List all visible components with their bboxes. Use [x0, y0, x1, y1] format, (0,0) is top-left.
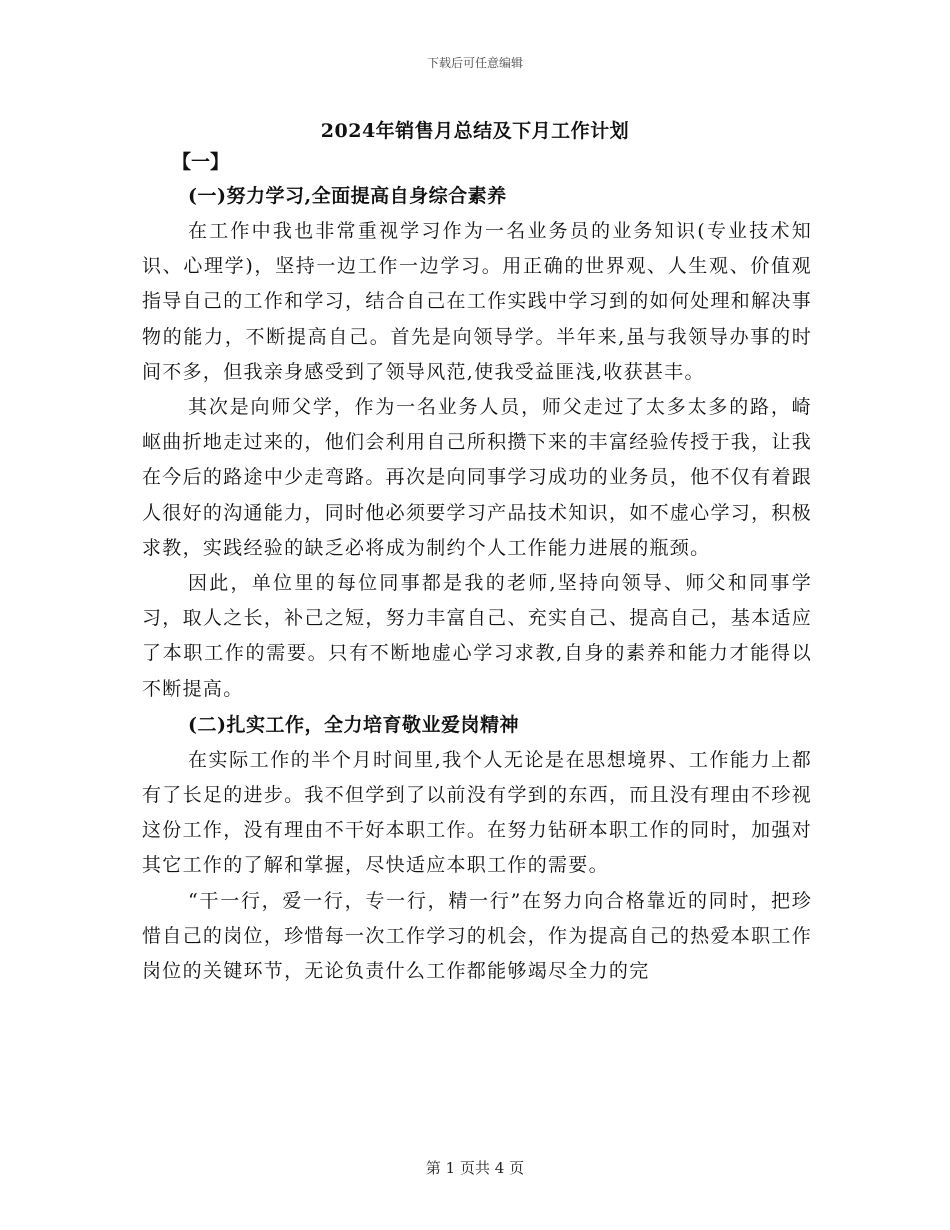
page-number: 第 1 页共 4 页: [425, 1159, 525, 1177]
paragraph: 因此，单位里的每位同事都是我的老师,坚持向领导、师父和同事学习，取人之长，补己之短，努力丰富自己、充实自己、提高自己，基本适应了本职工作的需要。只有不断地虚心学习求教,自身的素养和能力才能得以不断提高。: [142, 572, 812, 700]
paragraph: 其次是向师父学，作为一名业务人员，师父走过了太多太多的路，崎岖曲折地走过来的，他们会利用自己所积攒下来的丰富经验传授于我，让我在今后的路途中少走弯路。再次是向同事学习成功的业务员，他不仅有着跟人很好的沟通能力，同时他必须要学习产品技术知识，如不虚心学习，积极求教，实践经验的缺乏必将成为制约个人工作能力进展的瓶颈。: [142, 396, 812, 559]
header-note: 下载后可任意编辑: [426, 56, 523, 70]
section-heading-1: (一)努力学习,全面提高自身综合素养: [188, 185, 507, 207]
section-heading-2: (二)扎实工作，全力培育敬业爱岗精神: [188, 713, 519, 736]
document-title: 2024年销售月总结及下月工作计划: [320, 120, 630, 142]
paragraph: 在工作中我也非常重视学习作为一名业务员的业务知识(专业技术知识、心理学)，坚持一边工作一边学习。用正确的世界观、人生观、价值观指导自己的工作和学习，结合自己在工作实践中学习到的如何处理和解决事物的能力，不断提高自己。首先是向领导学。半年来,虽与我领导办事的时间不多，但我亲身感受到了领导风范,使我受益匪浅,收获甚丰。: [142, 220, 812, 383]
paragraph: 在实际工作的半个月时间里,我个人无论是在思想境界、工作能力上都有了长足的进步。我不但学到了以前没有学到的东西，而且没有理由不珍视这份工作，没有理由不干好本职工作。在努力钻研本职工作的同时，加强对其它工作的了解和掌握，尽快适应本职工作的需要。: [142, 748, 812, 877]
paragraph: “干一行，爱一行，专一行，精一行”在努力向合格靠近的同时，把珍惜自己的岗位，珍惜每一次工作学习的机会，作为提高自己的热爱本职工作岗位的关键环节，无论负责什么工作都能够竭尽全力的完: [142, 889, 812, 983]
document-body: [142, 146, 812, 989]
section-marker: 【一】: [172, 151, 230, 173]
